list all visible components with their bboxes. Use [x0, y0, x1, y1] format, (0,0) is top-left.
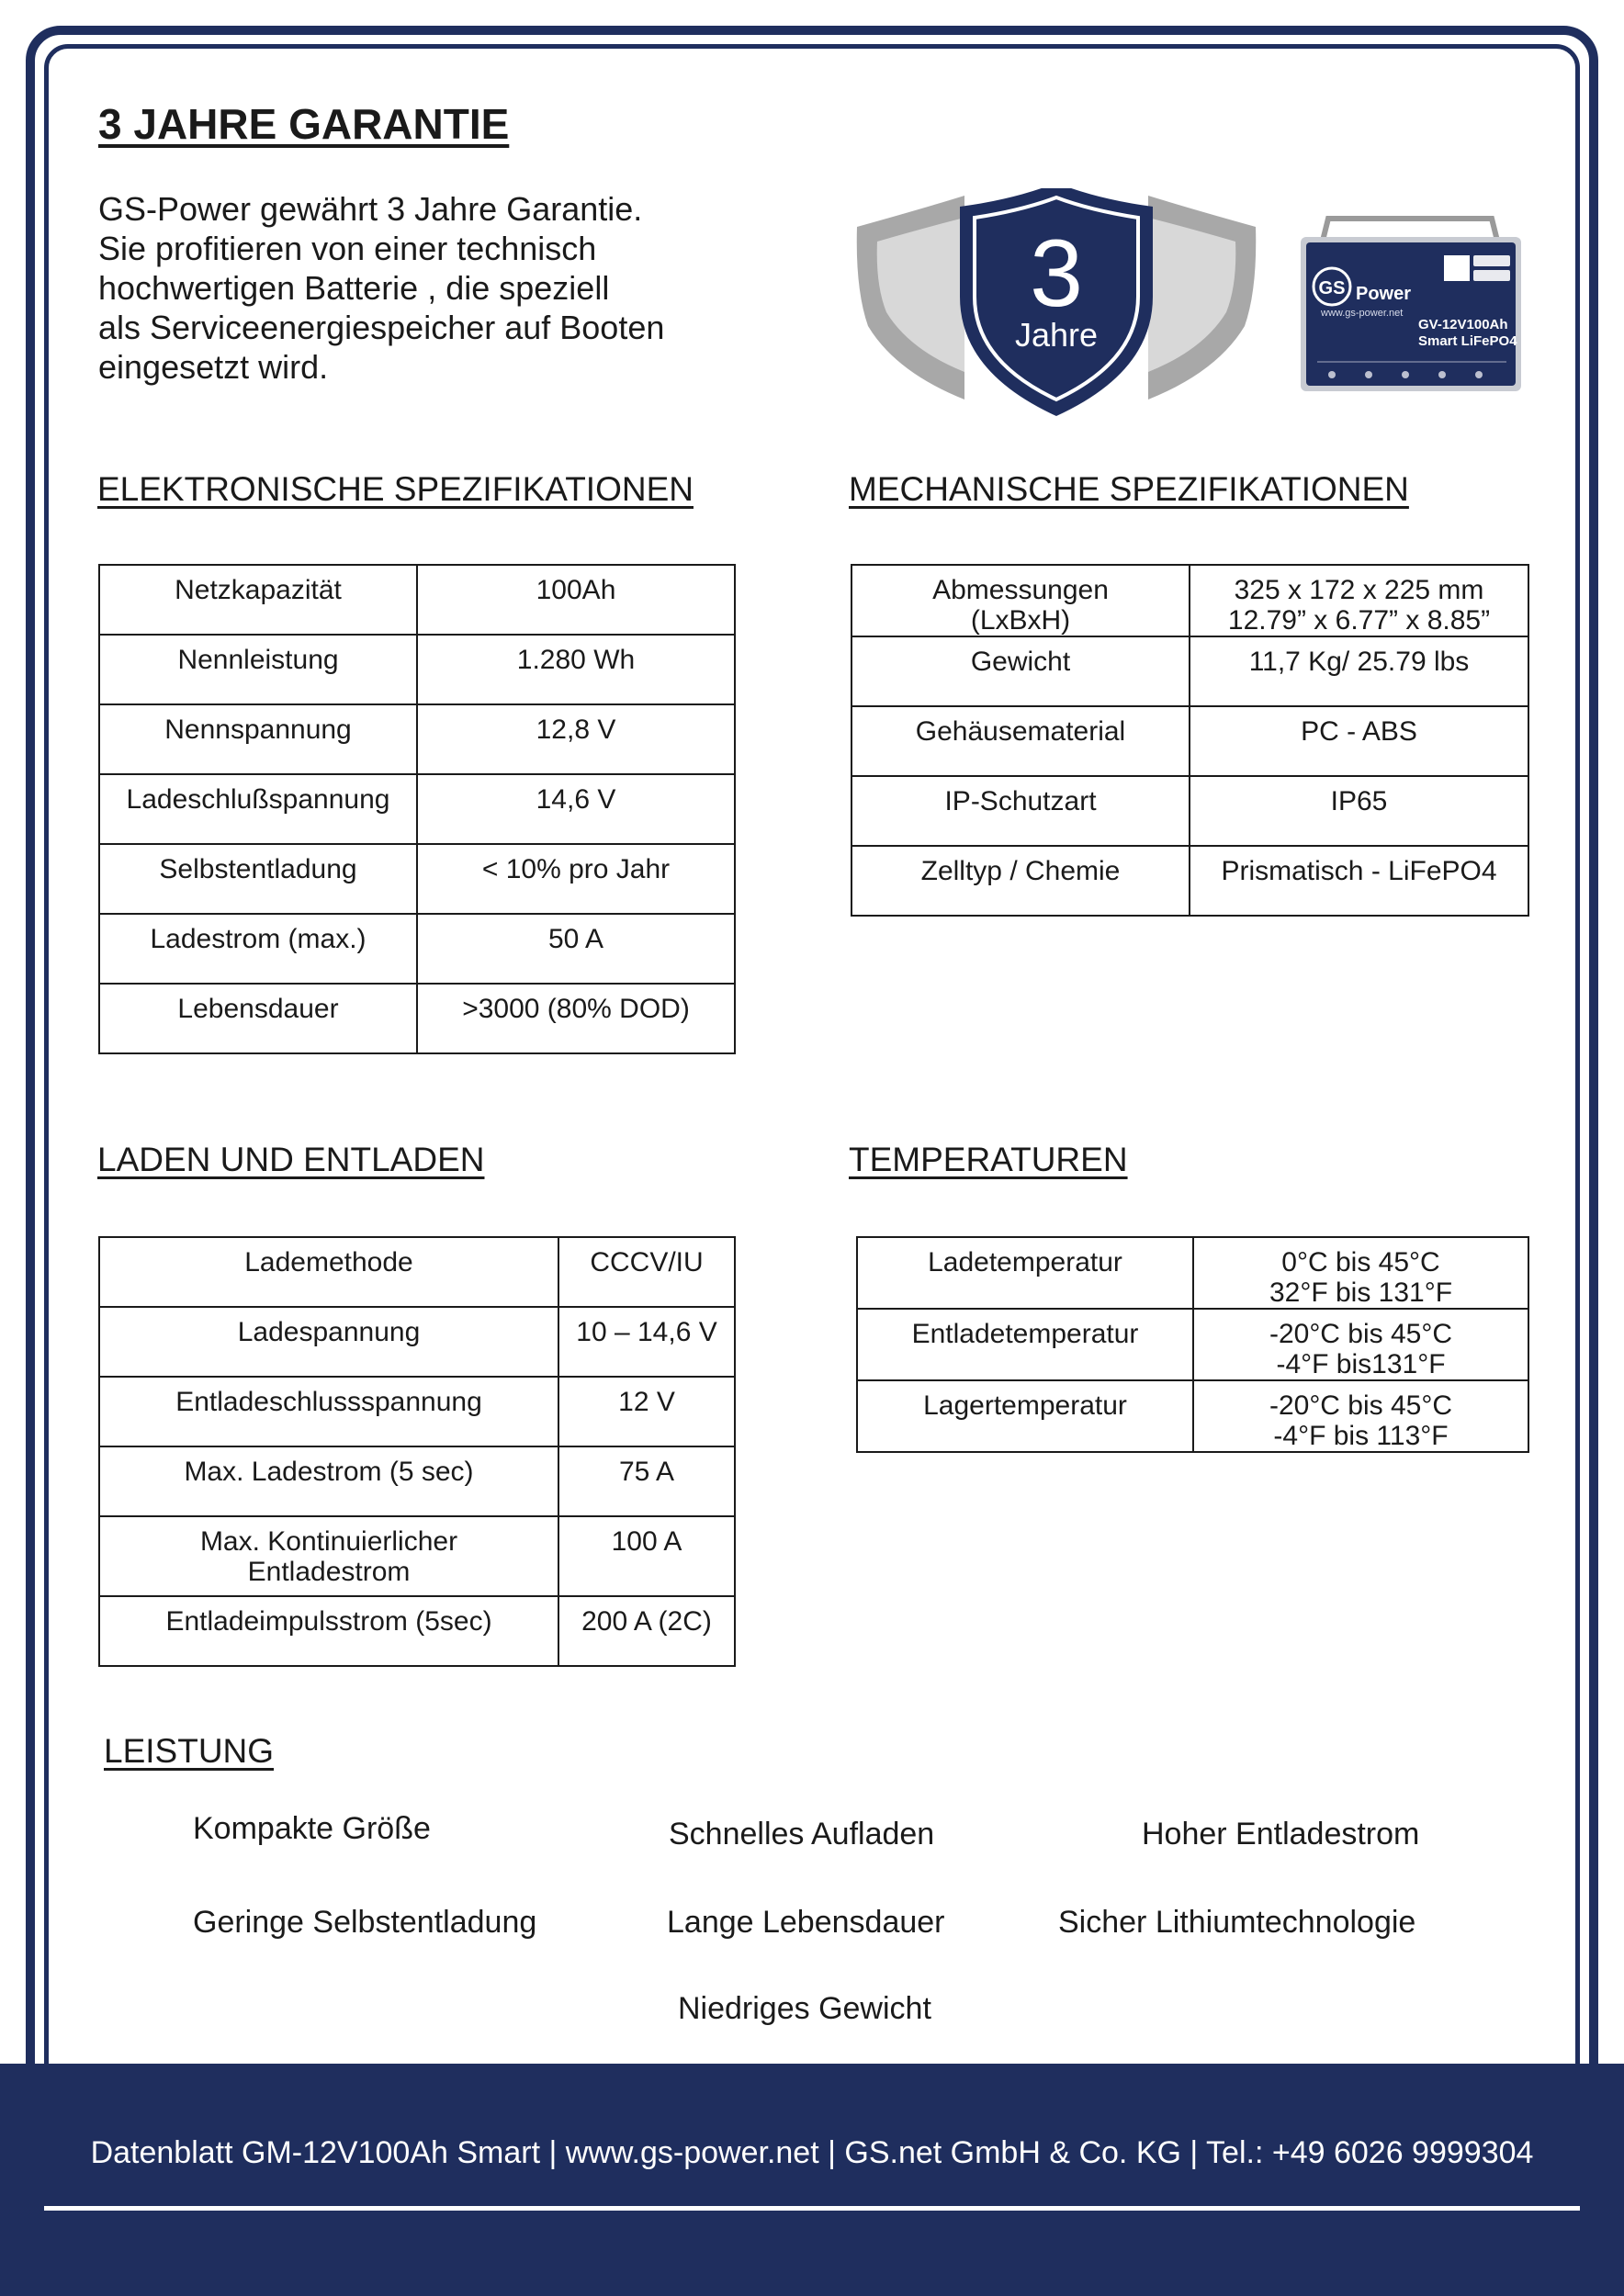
brand-name: Power [1356, 284, 1412, 304]
intro-line: eingesetzt wird. [98, 348, 329, 386]
spec-label-cell: Entladetemperatur [857, 1309, 1193, 1380]
spec-value-cell: 10 – 14,6 V [558, 1307, 735, 1377]
mechanical-specs-heading: MECHANISCHE SPEZIFIKATIONEN [849, 470, 1409, 508]
performance-item: Kompakte Größe [193, 1811, 431, 1846]
electronic-specs-table [98, 564, 736, 1054]
footer-divider [44, 2206, 1580, 2211]
spec-value-cell: >3000 (80% DOD) [417, 984, 735, 1053]
intro-line: GS-Power gewährt 3 Jahre Garantie. [98, 190, 643, 228]
spec-label-cell: Nennleistung [99, 635, 417, 704]
spec-label-cell: Ladeschlußspannung [99, 774, 417, 844]
spec-label-cell: Nennspannung [99, 704, 417, 774]
charging-table [98, 1236, 736, 1667]
table-row [851, 706, 1528, 776]
battery-model: GV-12V100Ah [1418, 317, 1508, 332]
table-row [857, 1309, 1528, 1380]
spec-label-cell: Ladetemperatur [857, 1237, 1193, 1309]
table-row [99, 565, 735, 635]
temperatures-table [856, 1236, 1529, 1453]
spec-value-cell: -20°C bis 45°C -4°F bis131°F [1193, 1309, 1528, 1380]
table-row [99, 1446, 735, 1516]
page-title: 3 JAHRE GARANTIE [98, 100, 510, 148]
mechanical-specs-table [851, 564, 1529, 917]
spec-label-cell: Ladespannung [99, 1307, 558, 1377]
spec-value-cell: PC - ABS [1190, 706, 1528, 776]
footer-bar [0, 2064, 1624, 2296]
spec-value-cell: < 10% pro Jahr [417, 844, 735, 914]
performance-item: Niedriges Gewicht [678, 1991, 931, 2026]
performance-item: Hoher Entladestrom [1142, 1817, 1420, 1851]
spec-value-cell: 200 A (2C) [558, 1596, 735, 1666]
spec-label-cell: Lagertemperatur [857, 1380, 1193, 1452]
spec-value-cell: 12,8 V [417, 704, 735, 774]
table-row [851, 565, 1528, 636]
table-row [851, 636, 1528, 706]
table-row [851, 846, 1528, 916]
intro-text [98, 189, 796, 387]
table-row [99, 1596, 735, 1666]
performance-item: Geringe Selbstentladung [193, 1905, 537, 1940]
spec-label-cell: Ladestrom (max.) [99, 914, 417, 984]
table-row [99, 635, 735, 704]
spec-label-cell: Entladeschlussspannung [99, 1377, 558, 1446]
spec-label-cell: Lademethode [99, 1237, 558, 1307]
spec-label-cell: Abmessungen (LxBxH) [851, 565, 1190, 636]
table-row [99, 704, 735, 774]
qr-code [1444, 255, 1470, 281]
intro-line: Sie profitieren von einer technisch [98, 230, 597, 267]
spec-value-cell: 50 A [417, 914, 735, 984]
spec-label-cell: Zelltyp / Chemie [851, 846, 1190, 916]
table-row [857, 1380, 1528, 1452]
table-row [99, 1307, 735, 1377]
charging-heading: LADEN UND ENTLADEN [97, 1141, 485, 1178]
spec-value-cell: IP65 [1190, 776, 1528, 846]
spec-label-cell: Gehäusematerial [851, 706, 1190, 776]
brand-url: www.gs-power.net [1321, 308, 1404, 319]
performance-item: Lange Lebensdauer [667, 1905, 945, 1940]
intro-line: als Serviceenergiespeicher auf Booten [98, 309, 665, 346]
spec-label-cell: Entladeimpulsstrom (5sec) [99, 1596, 558, 1666]
spec-value-cell: 1.280 Wh [417, 635, 735, 704]
spec-value-cell: -20°C bis 45°C -4°F bis 113°F [1193, 1380, 1528, 1452]
spec-label-cell: Netzkapazität [99, 565, 417, 635]
spec-value-cell: 14,6 V [417, 774, 735, 844]
table-row [99, 1377, 735, 1446]
battery-product-image [1295, 211, 1527, 395]
spec-value-cell: 100 A [558, 1516, 735, 1596]
spec-label-cell: IP-Schutzart [851, 776, 1190, 846]
spec-value-cell: CCCV/IU [558, 1237, 735, 1307]
spec-value-cell: 12 V [558, 1377, 735, 1446]
spec-value-cell: 75 A [558, 1446, 735, 1516]
intro-line: hochwertigen Batterie , die speziell [98, 269, 610, 307]
table-row [99, 1237, 735, 1307]
table-row [851, 776, 1528, 846]
spec-value-cell: 0°C bis 45°C 32°F bis 131°F [1193, 1237, 1528, 1309]
spec-value-cell: 325 x 172 x 225 mm 12.79” x 6.77” x 8.85” [1190, 565, 1528, 636]
electronic-specs-heading: ELEKTRONISCHE SPEZIFIKATIONEN [97, 470, 694, 508]
spec-label-cell: Selbstentladung [99, 844, 417, 914]
table-row [99, 984, 735, 1053]
table-row [99, 914, 735, 984]
spec-label-cell: Gewicht [851, 636, 1190, 706]
badge-label: Jahre [1014, 316, 1099, 354]
brand-initials: GS [1318, 278, 1346, 298]
temperatures-heading: TEMPERATUREN [849, 1141, 1128, 1178]
table-row [99, 844, 735, 914]
spec-value-cell: 11,7 Kg/ 25.79 lbs [1190, 636, 1528, 706]
performance-item: Schnelles Aufladen [669, 1817, 935, 1851]
battery-type: Smart LiFePO4 [1418, 333, 1517, 349]
table-row [857, 1237, 1528, 1309]
spec-label-cell: Max. Kontinuierlicher Entladestrom [99, 1516, 558, 1596]
badge-number: 3 [1030, 220, 1083, 327]
performance-item: Sicher Lithiumtechnologie [1058, 1905, 1416, 1940]
spec-label-cell: Lebensdauer [99, 984, 417, 1053]
spec-value-cell: 100Ah [417, 565, 735, 635]
performance-heading: LEISTUNG [104, 1732, 275, 1770]
table-row [99, 774, 735, 844]
warranty-shield-badge [850, 188, 1263, 418]
spec-value-cell: Prismatisch - LiFePO4 [1190, 846, 1528, 916]
spec-label-cell: Max. Ladestrom (5 sec) [99, 1446, 558, 1516]
table-row [99, 1516, 735, 1596]
footer-text: Datenblatt GM-12V100Ah Smart | www.gs-power.net | GS.net GmbH & Co. KG | Tel.: +49 6026 9999304 [90, 2135, 1534, 2170]
